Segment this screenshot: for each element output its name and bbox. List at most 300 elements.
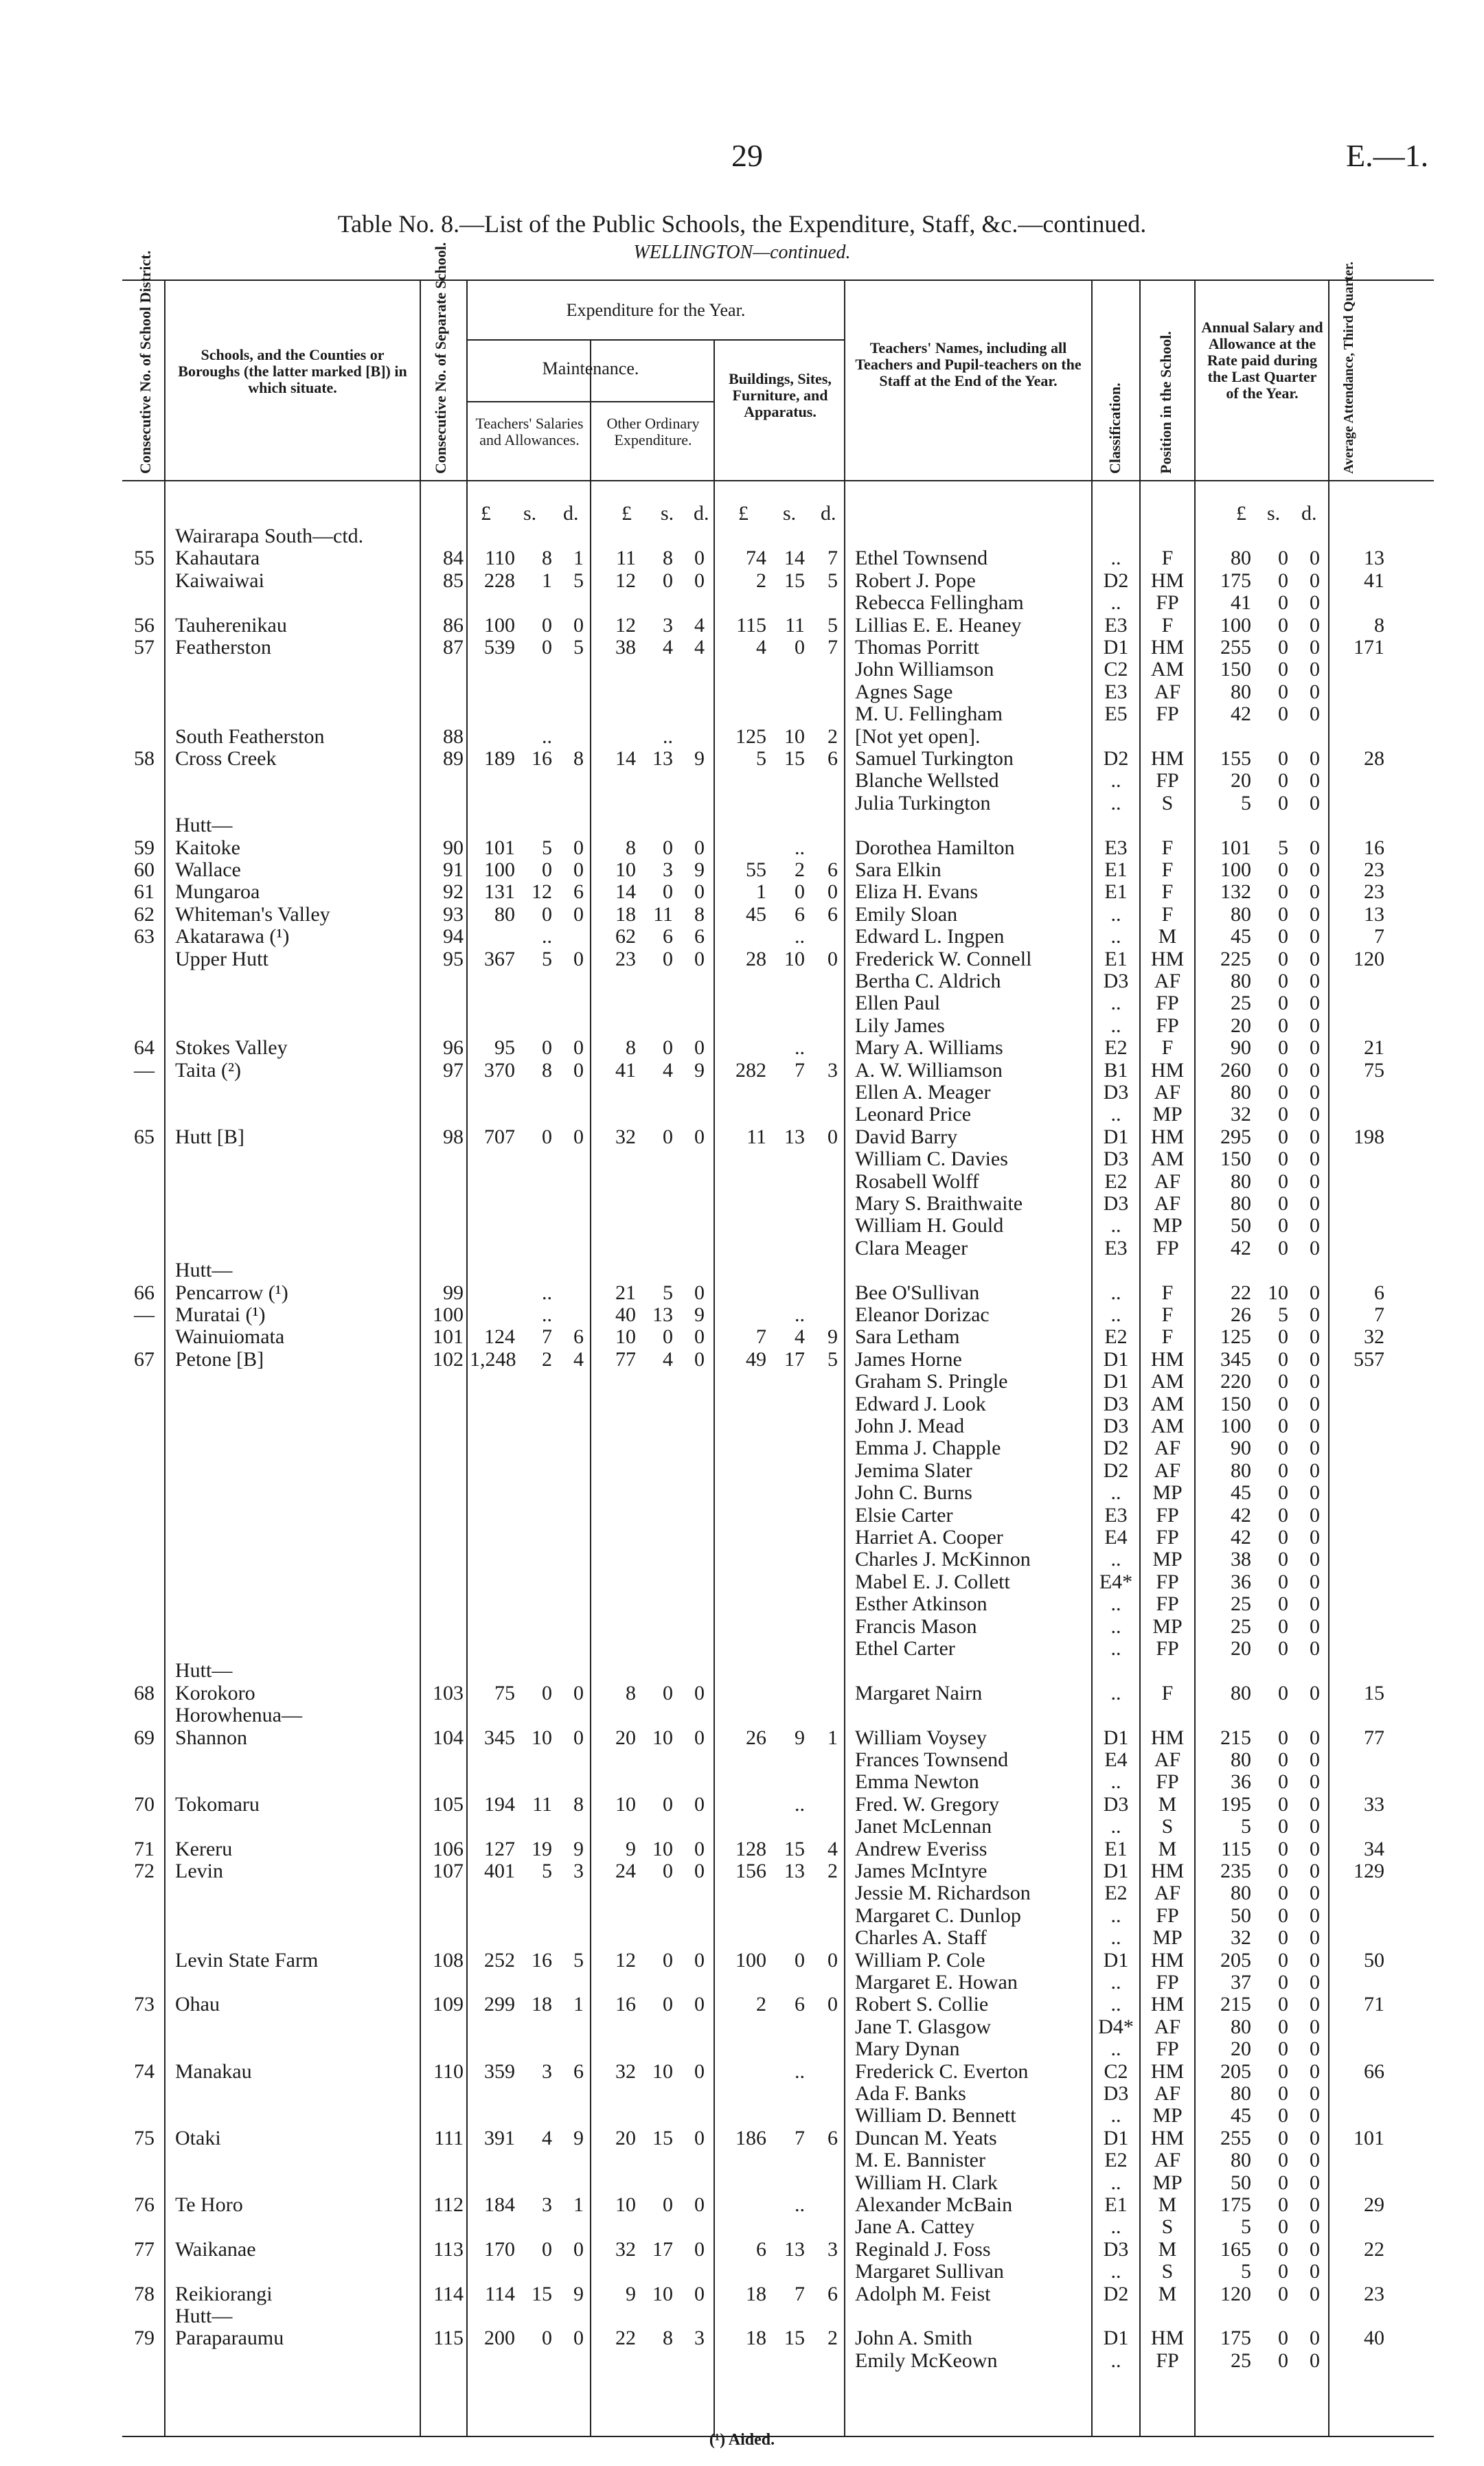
annual-s: 0 — [1278, 747, 1288, 770]
annual-d: 0 — [1310, 1993, 1320, 2016]
annual-s: 0 — [1278, 2282, 1288, 2305]
classification: E4 — [1104, 1748, 1128, 1771]
annual-d: 0 — [1310, 1837, 1320, 1860]
teacher-name: Margaret E. Howan — [855, 1971, 1018, 1994]
annual-s: 0 — [1278, 1437, 1288, 1460]
annual-d: 0 — [1310, 703, 1320, 726]
classification: D1 — [1103, 2126, 1129, 2149]
classification: D2 — [1103, 1437, 1129, 1460]
teacher-name: Ellen Paul — [855, 992, 941, 1015]
classification: .. — [1110, 1926, 1121, 1950]
unit-d: d. — [821, 502, 836, 525]
position: F — [1161, 880, 1174, 904]
buildings-l: 186 — [735, 2126, 766, 2149]
annual-l: 80 — [1231, 902, 1251, 926]
salary-l: 252 — [484, 1948, 515, 1972]
annual-d: 0 — [1310, 1681, 1320, 1704]
other-s: 0 — [663, 1325, 673, 1349]
other-l: 12 — [615, 1948, 636, 1972]
salary-s: 5 — [542, 836, 552, 859]
annual-s: 0 — [1278, 1415, 1288, 1437]
classification: D3 — [1103, 1792, 1129, 1816]
units-row — [0, 503, 1484, 525]
table-row — [0, 1082, 1484, 1104]
unit-l: £ — [481, 502, 491, 525]
annual-l: 165 — [1220, 2237, 1251, 2261]
buildings-l: 26 — [746, 1726, 766, 1749]
teacher-name: James McIntyre — [855, 1860, 988, 1882]
salary-d: 1 — [573, 547, 584, 570]
annual-s: 0 — [1278, 2015, 1288, 2038]
position: M — [1158, 2282, 1177, 2305]
annual-s: 0 — [1278, 791, 1288, 814]
annual-d: 0 — [1310, 791, 1320, 814]
annual-d: 0 — [1310, 1081, 1320, 1104]
salary-l: 200 — [484, 2327, 515, 2350]
teacher-name: Mary S. Braithwaite — [855, 1192, 1023, 1215]
table-row — [0, 1771, 1484, 1793]
salary-s: 0 — [542, 2237, 552, 2261]
teacher-name: Emma Newton — [855, 1770, 979, 1794]
buildings-s: 6 — [795, 1993, 805, 2016]
position: AF — [1154, 2015, 1181, 2038]
classification: .. — [1110, 1303, 1121, 1326]
annual-d: 0 — [1310, 1592, 1320, 1616]
annual-d: 0 — [1310, 1904, 1320, 1927]
annual-d: 0 — [1310, 1058, 1320, 1082]
classification: D2 — [1103, 2282, 1129, 2305]
teacher-name: Emily Sloan — [855, 902, 958, 926]
annual-d: 0 — [1310, 2037, 1320, 2061]
buildings-l: 5 — [756, 747, 766, 770]
annual-s: 0 — [1278, 1014, 1288, 1037]
classification: D1 — [1103, 1125, 1129, 1148]
buildings-d: 6 — [827, 858, 838, 881]
annual-l: 345 — [1220, 1347, 1251, 1371]
position: HM — [1150, 1125, 1185, 1148]
annual-l: 101 — [1220, 836, 1251, 859]
teacher-name: Agnes Sage — [855, 680, 953, 703]
annual-d: 0 — [1310, 1815, 1320, 1838]
table-row — [0, 837, 1484, 859]
salary-s: 8 — [542, 547, 552, 570]
other-d: 9 — [694, 747, 705, 770]
salary-s: 0 — [542, 1036, 552, 1060]
annual-s: 0 — [1278, 1503, 1288, 1527]
classification: .. — [1110, 902, 1121, 926]
position: FP — [1156, 1904, 1179, 1927]
position: AM — [1150, 1392, 1185, 1415]
school-name: Akatarawa (¹) — [175, 925, 290, 948]
teacher-name: Reginald J. Foss — [855, 2237, 991, 2261]
salary-l: 359 — [484, 2059, 515, 2083]
district-no: 59 — [134, 836, 155, 859]
school-name: Te Horo — [175, 2193, 243, 2216]
school-no: 102 — [433, 1347, 464, 1371]
classification: D3 — [1103, 970, 1129, 992]
position: FP — [1156, 1526, 1179, 1549]
buildings-l: 18 — [746, 2327, 766, 2350]
table-row — [0, 1282, 1484, 1304]
school-name: Shannon — [175, 1726, 247, 1749]
other-s: 10 — [652, 2059, 673, 2083]
buildings-d: 2 — [827, 1860, 838, 1882]
table-row — [0, 2172, 1484, 2194]
district-no: 56 — [134, 613, 155, 637]
table-row — [0, 637, 1484, 659]
buildings-d: 7 — [827, 547, 838, 570]
col-teachers: Teachers' Names, including all Teachers and Pupil-teachers on the Staff at the End of the Year. — [855, 339, 1082, 389]
annual-l: 45 — [1231, 2104, 1251, 2127]
classification: D1 — [1103, 636, 1129, 659]
annual-s: 0 — [1278, 1792, 1288, 1816]
position: MP — [1152, 2171, 1183, 2194]
position: HM — [1150, 636, 1185, 659]
annual-l: 195 — [1220, 1792, 1251, 1816]
attendance: 13 — [1364, 902, 1384, 926]
table-row — [0, 2061, 1484, 2083]
school-name: Manakau — [175, 2059, 252, 2083]
annual-s: 0 — [1278, 1103, 1288, 1126]
classification: D1 — [1103, 1948, 1129, 1972]
position: MP — [1152, 1103, 1183, 1126]
classification: D1 — [1103, 1347, 1129, 1371]
position: AF — [1154, 1459, 1181, 1482]
other-s: 3 — [663, 858, 673, 881]
other-s: 3 — [663, 613, 673, 637]
salary-l: 124 — [484, 1325, 515, 1349]
position: MP — [1152, 1926, 1183, 1950]
annual-l: 36 — [1231, 1770, 1251, 1794]
teacher-name: Fred. W. Gregory — [855, 1792, 999, 1816]
position: S — [1161, 2260, 1174, 2283]
annual-s: 0 — [1278, 1882, 1288, 1905]
school-no: 108 — [433, 1948, 464, 1972]
table-row — [0, 2127, 1484, 2149]
district-title: WELLINGTON—continued. — [633, 242, 851, 263]
school-no: 94 — [443, 925, 464, 948]
table-row — [0, 2105, 1484, 2127]
table-row — [0, 525, 1484, 547]
buildings-l: 45 — [746, 902, 766, 926]
teacher-name: Edward L. Ingpen — [855, 925, 1005, 948]
classification: E3 — [1104, 1503, 1128, 1527]
table-row — [0, 681, 1484, 703]
classification: E5 — [1104, 703, 1128, 726]
other-l: 62 — [615, 925, 636, 948]
col-maintenance: Maintenance. — [542, 358, 639, 378]
table-row — [0, 2083, 1484, 2105]
table-row — [0, 1037, 1484, 1059]
district-no: 76 — [134, 2193, 155, 2216]
salary-d: 9 — [573, 2282, 584, 2305]
buildings-d: 9 — [827, 1325, 838, 1349]
position: S — [1161, 2215, 1174, 2239]
table-row — [0, 1950, 1484, 1972]
other-s: 11 — [653, 902, 673, 926]
buildings-d: 0 — [827, 880, 838, 904]
salary-d: 0 — [573, 1681, 584, 1704]
annual-s: 0 — [1278, 925, 1288, 948]
attendance: 29 — [1364, 2193, 1384, 2216]
annual-l: 26 — [1231, 1303, 1251, 1326]
position: MP — [1152, 1214, 1183, 1237]
salary-s: 16 — [532, 747, 552, 770]
teacher-name: Leonard Price — [855, 1103, 972, 1126]
classification: E3 — [1104, 1236, 1128, 1259]
position: AF — [1154, 1192, 1181, 1215]
table-row — [0, 1838, 1484, 1860]
annual-l: 175 — [1220, 2193, 1251, 2216]
table-row — [0, 1638, 1484, 1660]
table-row — [0, 1060, 1484, 1082]
classification: D3 — [1103, 1392, 1129, 1415]
other-s: 10 — [652, 1726, 673, 1749]
table-row — [0, 1571, 1484, 1593]
other-d: 0 — [694, 1837, 705, 1860]
annual-s: 0 — [1278, 2260, 1288, 2283]
other-l: 20 — [615, 1726, 636, 1749]
teacher-name: Jane A. Cattey — [855, 2215, 975, 2239]
classification: D3 — [1103, 1192, 1129, 1215]
other-s: .. — [663, 724, 673, 748]
position: HM — [1150, 1058, 1185, 1082]
salary-s: 1 — [542, 569, 552, 592]
other-s: 0 — [663, 2193, 673, 2216]
other-s: 4 — [663, 1058, 673, 1082]
table-row — [0, 592, 1484, 614]
teacher-name: [Not yet open]. — [855, 724, 981, 748]
school-name: Kaitoke — [175, 836, 240, 859]
school-name: Petone [B] — [175, 1347, 264, 1371]
table-row — [0, 2149, 1484, 2171]
annual-l: 5 — [1241, 2260, 1251, 2283]
salary-s: 7 — [542, 1325, 552, 1349]
teacher-name: William H. Gould — [855, 1214, 1004, 1237]
buildings-s: .. — [795, 2193, 805, 2216]
position: FP — [1156, 1971, 1179, 1994]
district-no: 73 — [134, 1993, 155, 2016]
buildings-d: 6 — [827, 747, 838, 770]
teacher-name: Lily James — [855, 1014, 945, 1037]
other-s: 0 — [663, 1948, 673, 1972]
buildings-s: 6 — [795, 902, 805, 926]
position: FP — [1156, 591, 1179, 615]
school-no: 113 — [433, 2237, 464, 2261]
salary-s: 3 — [542, 2059, 552, 2083]
teacher-name: Graham S. Pringle — [855, 1370, 1008, 1393]
classification: D1 — [1103, 2327, 1129, 2350]
salary-s: 2 — [542, 1347, 552, 1371]
position: FP — [1156, 769, 1179, 792]
classification: B1 — [1104, 1058, 1128, 1082]
school-no: 93 — [443, 902, 464, 926]
table-row — [0, 2350, 1484, 2372]
annual-d: 0 — [1310, 1503, 1320, 1527]
buildings-d: 7 — [827, 636, 838, 659]
other-l: 8 — [626, 1036, 636, 1060]
annual-d: 0 — [1310, 1214, 1320, 1237]
other-d: 0 — [694, 1325, 705, 1349]
teacher-name: Emily McKeown — [855, 2349, 998, 2372]
table-row — [0, 1193, 1484, 1215]
annual-l: 205 — [1220, 1948, 1251, 1972]
annual-l: 215 — [1220, 1993, 1251, 2016]
annual-l: 115 — [1221, 1837, 1251, 1860]
annual-s: 0 — [1278, 1971, 1288, 1994]
annual-d: 0 — [1310, 2082, 1320, 2105]
school-name: Hutt [B] — [175, 1125, 244, 1148]
table-row — [0, 1527, 1484, 1549]
attendance: 77 — [1364, 1726, 1384, 1749]
classification: .. — [1110, 925, 1121, 948]
annual-d: 0 — [1310, 769, 1320, 792]
attendance: 50 — [1364, 1948, 1384, 1972]
position: M — [1158, 925, 1177, 948]
teacher-name: Duncan M. Yeats — [855, 2126, 997, 2149]
position: FP — [1156, 992, 1179, 1015]
position: HM — [1150, 1948, 1185, 1972]
position: FP — [1156, 1236, 1179, 1259]
school-name: Tauherenikau — [175, 613, 287, 637]
annual-s: 0 — [1278, 769, 1288, 792]
other-l: 10 — [615, 1325, 636, 1349]
salary-d: 9 — [573, 2126, 584, 2149]
annual-l: 125 — [1220, 1325, 1251, 1349]
school-name: Reikiorangi — [175, 2282, 273, 2305]
school-no: 85 — [443, 569, 464, 592]
annual-d: 0 — [1310, 1392, 1320, 1415]
annual-d: 0 — [1310, 1570, 1320, 1593]
position: AM — [1150, 1148, 1185, 1171]
col-buildings: Buildings, Sites, Furniture, and Apparatus. — [729, 370, 832, 420]
col-salaries: Teachers' Salaries and Allowances. — [475, 415, 584, 448]
salary-l: 100 — [484, 858, 515, 881]
buildings-s: .. — [795, 1792, 805, 1816]
unit-s: s. — [523, 502, 537, 525]
annual-s: 0 — [1278, 1236, 1288, 1259]
annual-d: 0 — [1310, 1148, 1320, 1171]
annual-l: 25 — [1231, 1614, 1251, 1638]
annual-s: 0 — [1278, 1726, 1288, 1749]
annual-d: 0 — [1310, 1637, 1320, 1660]
teacher-name: Margaret Nairn — [855, 1681, 983, 1704]
school-no: 107 — [433, 1860, 464, 1882]
teacher-name: Jane T. Glasgow — [855, 2015, 992, 2038]
buildings-l: 2 — [756, 1993, 766, 2016]
salary-l: 707 — [484, 1125, 515, 1148]
annual-l: 80 — [1231, 1459, 1251, 1482]
annual-s: 0 — [1278, 2037, 1288, 2061]
table-row — [0, 2038, 1484, 2060]
salary-l: 184 — [484, 2193, 515, 2216]
district-no: 68 — [134, 1681, 155, 1704]
annual-d: 0 — [1310, 880, 1320, 904]
classification: E2 — [1104, 1882, 1128, 1905]
table-row — [0, 1371, 1484, 1393]
other-s: 13 — [652, 747, 673, 770]
buildings-s: 9 — [795, 1726, 805, 1749]
other-d: 0 — [694, 947, 705, 970]
other-l: 10 — [615, 2193, 636, 2216]
col-school-no: Consecutive No. of Separate School. — [432, 242, 449, 474]
classification: .. — [1110, 1103, 1121, 1126]
table-row — [0, 792, 1484, 814]
teacher-name: A. W. Williamson — [855, 1058, 1003, 1082]
report-code: E.—1. — [1346, 138, 1429, 173]
buildings-l: 128 — [735, 1837, 766, 1860]
other-s: 13 — [652, 1303, 673, 1326]
annual-l: 100 — [1220, 858, 1251, 881]
table-row — [0, 926, 1484, 948]
other-l: 10 — [615, 858, 636, 881]
table-row — [0, 1304, 1484, 1326]
annual-l: 175 — [1220, 2327, 1251, 2350]
attendance: 41 — [1364, 569, 1384, 592]
annual-l: 5 — [1241, 2215, 1251, 2239]
classification: .. — [1110, 1993, 1121, 2016]
table-row — [0, 2327, 1484, 2349]
col-district-no: Consecutive No. of School District. — [137, 250, 154, 474]
table-row — [0, 2216, 1484, 2238]
buildings-d: 6 — [827, 2126, 838, 2149]
table-row — [0, 2016, 1484, 2038]
position: HM — [1150, 2059, 1185, 2083]
table-row — [0, 1482, 1484, 1504]
annual-l: 155 — [1220, 747, 1251, 770]
salary-d: 8 — [573, 1792, 584, 1816]
salary-l: 194 — [484, 1792, 515, 1816]
teacher-name: Ada F. Banks — [855, 2082, 966, 2105]
buildings-l: 2 — [756, 569, 766, 592]
school-no: 92 — [443, 880, 464, 904]
annual-d: 0 — [1310, 1347, 1320, 1371]
salary-s: 0 — [542, 1125, 552, 1148]
table-row — [0, 2239, 1484, 2261]
salary-l: 75 — [494, 1681, 515, 1704]
other-l: 20 — [615, 2126, 636, 2149]
school-name: Hutt— — [175, 1659, 233, 1682]
annual-s: 0 — [1278, 2171, 1288, 2194]
buildings-d: 4 — [827, 1837, 838, 1860]
other-d: 0 — [694, 1281, 705, 1304]
other-l: 40 — [615, 1303, 636, 1326]
annual-l: 50 — [1231, 1214, 1251, 1237]
school-no: 95 — [443, 947, 464, 970]
position: AF — [1154, 2082, 1181, 2105]
other-d: 0 — [694, 1125, 705, 1148]
buildings-s: 13 — [784, 2237, 805, 2261]
teacher-name: Margaret Sullivan — [855, 2260, 1004, 2283]
classification: E1 — [1104, 858, 1128, 881]
salary-l: 114 — [485, 2282, 515, 2305]
classification: D1 — [1103, 1726, 1129, 1749]
table-row — [0, 1927, 1484, 1949]
school-name: Ohau — [175, 1993, 220, 2016]
classification: E3 — [1104, 680, 1128, 703]
other-d: 0 — [694, 547, 705, 570]
annual-d: 0 — [1310, 2059, 1320, 2083]
annual-s: 0 — [1278, 1526, 1288, 1549]
annual-l: 80 — [1231, 1882, 1251, 1905]
position: M — [1158, 1837, 1177, 1860]
table-row — [0, 814, 1484, 836]
buildings-s: .. — [795, 925, 805, 948]
buildings-s: 15 — [784, 1837, 805, 1860]
school-name: Levin — [175, 1860, 223, 1882]
annual-s: 0 — [1278, 1592, 1288, 1616]
salary-s: 0 — [542, 1681, 552, 1704]
